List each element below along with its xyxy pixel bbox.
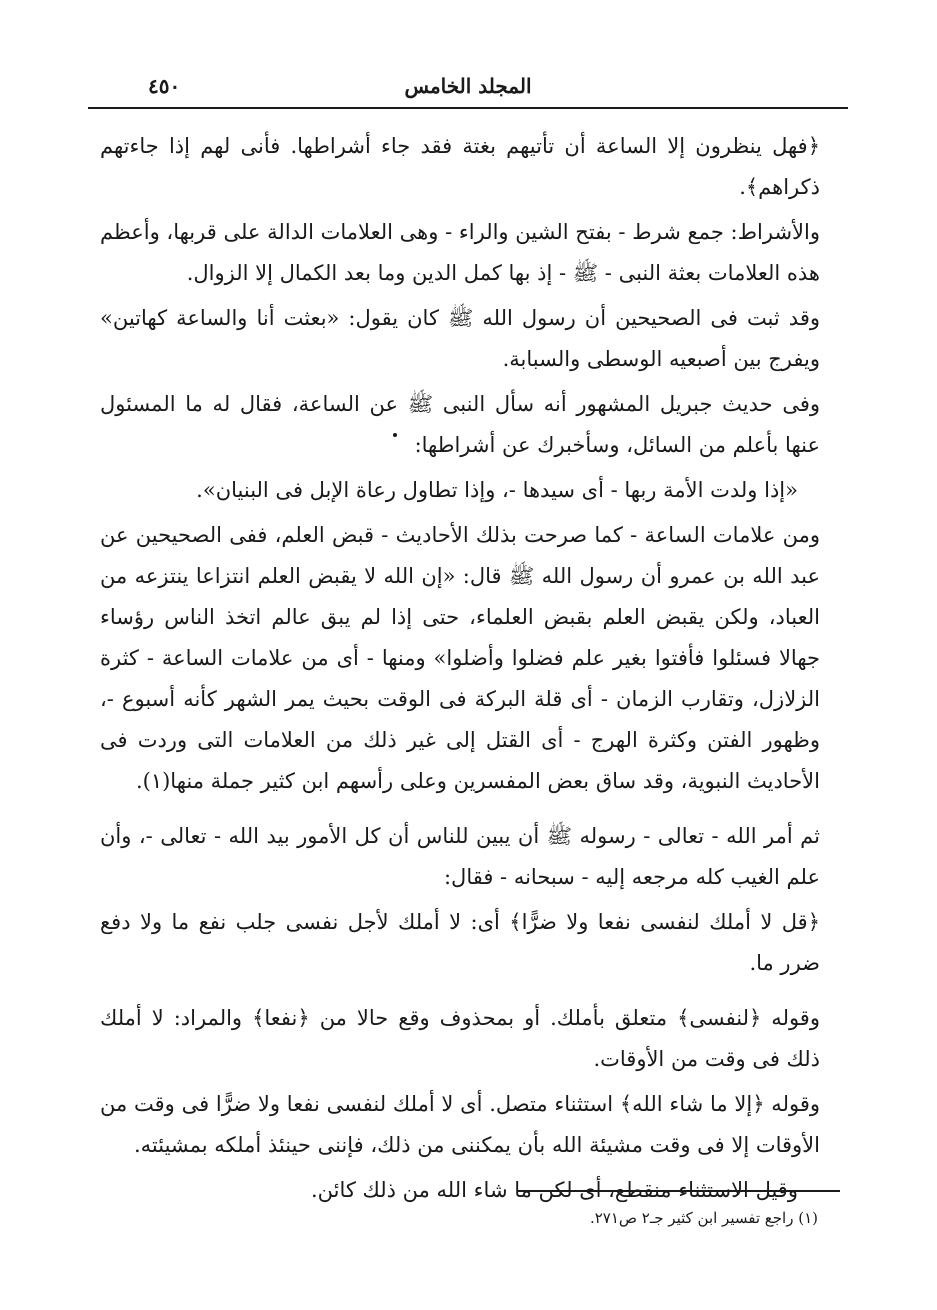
paragraph-definition: والأشراط: جمع شرط - بفتح الشين والراء - وهى العلامات الدالة على قربها، وأعظم هذه العلامات بعثة النبى - ﷺ - إذ بها كمل الدين وما بعد الكمال إلا الزوال. xyxy=(100,220,820,285)
footnote: (١) راجع تفسير ابن كثير جـ٢ ص٢٧١. xyxy=(589,1209,818,1227)
paragraph-munqati: وقيل الاستثناء منقطع، أى لكن ما شاء الله من ذلك كائن. xyxy=(310,1178,798,1202)
header-divider xyxy=(88,107,848,109)
paragraph-linafsi: وقوله ﴿لنفسى﴾ متعلق بأملك. أو بمحذوف وقع حالا من ﴿نفعا﴾ والمراد: لا أملك ذلك فى وقت من الأوقات. xyxy=(100,1006,820,1071)
page-number: ٤٥٠ xyxy=(148,74,181,98)
main-text xyxy=(100,126,820,1215)
footnote-divider xyxy=(518,1190,840,1192)
page-header xyxy=(88,70,848,106)
paragraph-command: ثم أمر الله - تعالى - رسوله ﷺ أن يبين للناس أن كل الأمور بيد الله - تعالى -، وأن علم الغيب كله مرجعه إليه - سبحانه - فقال: xyxy=(100,824,820,889)
verse-paragraph: ﴿فهل ينظرون إلا الساعة أن تأتيهم بغتة فقد جاء أشراطها. فأنى لهم إذا جاءتهم ذكراهم﴾. xyxy=(100,134,820,199)
paragraph-hadith-jibril: وفى حديث جبريل المشهور أنه سأل النبى ﷺ عن الساعة، فقال له ما المسئول عنها بأعلم من السائل، وسأخبرك عن أشراطها: xyxy=(100,392,820,457)
paragraph-signs: ومن علامات الساعة - كما صرحت بذلك الأحاديث - قبض العلم، ففى الصحيحين عن عبد الله بن عمرو أن رسول الله ﷺ قال: «إن الله لا يقبض العلم انتزاعا ينتزعه من العباد، ولكن يقبض العلم بقبض العلماء، حتى إذا لم يبق عالم اتخذ الناس رؤساء جهالا فسئلوا فأفتوا بغير علم فضلوا وأضلوا» ومنها - أى من علامات الساعة - كثرة الزلازل، وتقارب الزمان - أى قلة البركة فى الوقت بحيث يمر الشهر كأنه أسبوع -، وظهور الفتن وكثرة الهرج - أى القتل إلى غير ذلك من العلامات التى وردت فى الأحاديث النبوية، وقد ساق بعض المفسرين وعلى رأسهم ابن كثير جملة منها(١). xyxy=(100,523,820,793)
paragraph-verse-explanation: ﴿قل لا أملك لنفسى نفعا ولا ضرًّا﴾ أى: لا أملك لأجل نفسى جلب نفع ما ولا دفع ضرر ما. xyxy=(100,910,820,975)
volume-title: المجلد الخامس xyxy=(404,74,532,98)
paragraph-istithna: وقوله ﴿إلا ما شاء الله﴾ استثناء متصل. أى لا أملك لنفسى نفعا ولا ضرًّا فى وقت من الأوقات إلا فى وقت مشيئة الله بأن يمكننى من ذلك، فإننى حينئذ أملكه بمشيئته. xyxy=(100,1092,820,1157)
paragraph-hadith-sahihayn: وقد ثبت فى الصحيحين أن رسول الله ﷺ كان يقول: «بعثت أنا والساعة كهاتين» ويفرج بين أصبعيه الوسطى والسبابة. xyxy=(100,306,820,371)
paragraph-quote: «إذا ولدت الأمة ربها - أى سيدها -، وإذا تطاول رعاة الإبل فى البنيان». xyxy=(196,478,798,502)
stray-dot xyxy=(393,433,397,437)
